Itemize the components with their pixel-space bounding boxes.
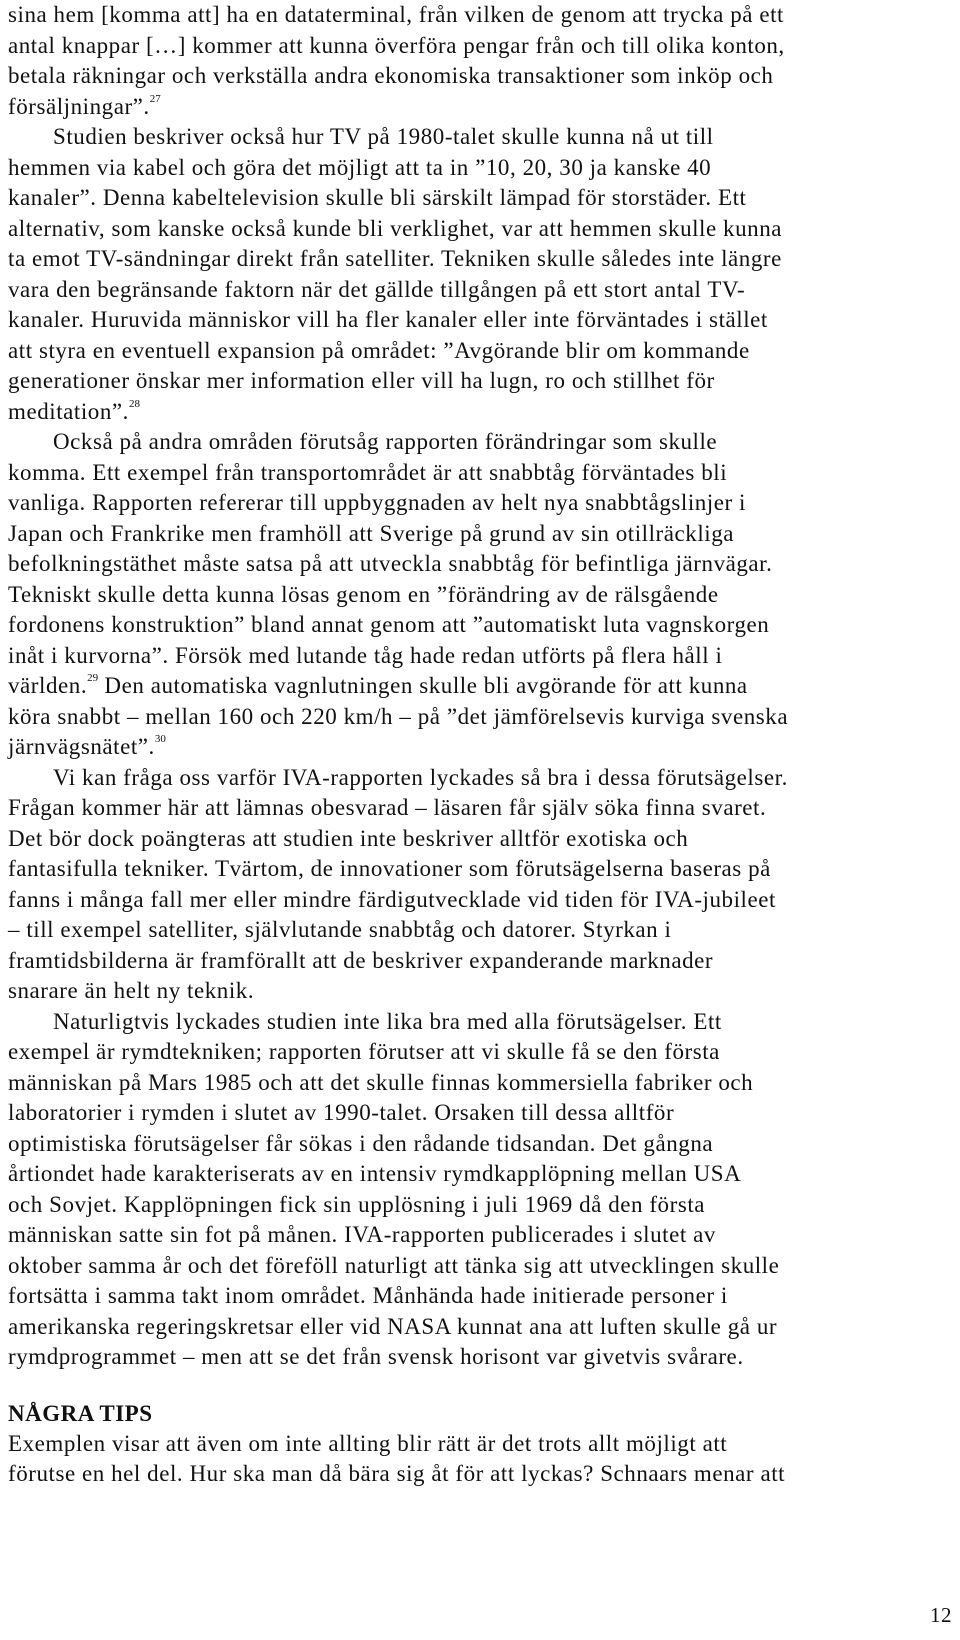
- text-line: kanaler. Huruvida människor vill ha fler kanaler eller inte förväntades i stället: [8, 307, 768, 332]
- text-line: alternativ, som kanske också kunde bli verklighet, var att hemmen skulle kunna: [8, 215, 783, 241]
- text-line: försäljningar”.$^{27}$: [8, 92, 161, 119]
- text-line: Exemplen visar att även om inte allting blir rätt är det trots allt möjligt att: [8, 1430, 728, 1456]
- text-line: Frågan kommer här att lämnas obesvarad – läsaren får själv söka finna svaret.: [8, 795, 767, 820]
- body-text: [8, 0, 953, 1373]
- text-line: fordonens konstruktion” bland annat genom att ”automatiskt luta vagnskorgen: [8, 612, 770, 637]
- document-page: [8, 0, 953, 1490]
- text-line: Naturligtvis lyckades studien inte lika bra med alla förutsägelser. Ett: [53, 1008, 722, 1034]
- text-line: fantasifulla tekniker. Tvärtom, de innovationer som förutsägelserna baseras på: [8, 856, 771, 881]
- text-line: optimistiska förutsägelser får sökas i den rådande tidsandan. Det gångna: [8, 1130, 714, 1156]
- text-line: vanliga. Rapporten refererar till uppbyggnaden av helt nya snabbtågslinjer i: [8, 490, 746, 515]
- paragraph: [8, 122, 953, 427]
- text-line: människan satte sin fot på månen. IVA-rapporten publicerades i slutet av: [8, 1222, 716, 1247]
- text-line: snarare än helt ny teknik.: [8, 978, 255, 1003]
- paragraph: [8, 1007, 953, 1373]
- text-line: Studien beskriver också hur TV på 1980-talet skulle kunna nå ut till: [53, 124, 714, 149]
- text-line: laboratorier i rymden i slutet av 1990-talet. Orsaken till dessa alltför: [8, 1100, 675, 1125]
- paragraph: [8, 1429, 953, 1490]
- page-number: 12: [930, 1603, 952, 1627]
- paragraph: [8, 763, 953, 1007]
- text-line: fortsätta i samma takt inom området. Månhända hade initierade personer i: [8, 1283, 728, 1308]
- text-line: förutse en hel del. Hur ska man då bära sig åt för att lyckas? Schnaars menar att: [8, 1461, 786, 1486]
- text-line: att styra en eventuell expansion på området: ”Avgörande blir om kommande: [8, 337, 750, 363]
- text-line: hemmen via kabel och göra det möjligt att ta in ”10, 20, 30 ja kanske 40: [8, 154, 712, 180]
- text-line: Också på andra områden förutsåg rapporten förändringar som skulle: [53, 429, 718, 454]
- text-line: oktober samma år och det föreföll naturligt att tänka sig att utvecklingen skulle: [8, 1252, 780, 1278]
- text-line: och Sovjet. Kapplöpningen fick sin upplösning i juli 1969 då den första: [8, 1191, 706, 1217]
- text-line: människan på Mars 1985 och att det skulle finnas kommersiella fabriker och: [8, 1069, 754, 1095]
- text-line: meditation”.$^{28}$: [8, 397, 140, 424]
- text-line: amerikanska regeringskretsar eller vid NASA kunnat ana att luften skulle gå ur: [8, 1313, 778, 1339]
- text-line: betala räkningar och verkställa andra ekonomiska transaktioner som inköp och: [8, 63, 774, 88]
- text-line: antal knappar […] kommer att kunna överföra pengar från och till olika konton,: [8, 32, 785, 58]
- text-line: – till exempel satelliter, självlutande snabbtåg och datorer. Styrkan i: [8, 917, 672, 942]
- text-line: framtidsbilderna är framförallt att de beskriver expanderande marknader: [8, 947, 714, 973]
- footnote-reference: 29: [87, 672, 99, 685]
- text-line: Vi kan fråga oss varför IVA-rapporten lyckades så bra i dessa förutsägelser.: [53, 764, 788, 790]
- paragraph: [8, 427, 953, 763]
- text-line: komma. Ett exempel från transportområdet är att snabbtåg förväntades bli: [8, 459, 728, 485]
- text-line: Det bör dock poängteras att studien inte beskriver alltför exotiska och: [8, 825, 689, 851]
- footnote-reference: 27: [149, 92, 161, 105]
- final-paragraph: [8, 1429, 953, 1490]
- text-line: årtiondet hade karakteriserats av en intensiv rymdkapplöpning mellan USA: [8, 1161, 742, 1186]
- text-line: exempel är rymdtekniken; rapporten förutser att vi skulle få se den första: [8, 1039, 720, 1064]
- text-line: ta emot TV-sändningar direkt från satelliter. Tekniken skulle således inte längre: [8, 246, 782, 271]
- text-line: befolkningstäthet måste satsa på att utveckla snabbtåg för befintliga järnvägar.: [8, 551, 773, 576]
- text-line: fanns i många fall mer eller mindre färdigutvecklade vid tiden för IVA-jubileet: [8, 886, 776, 912]
- footnote-reference: 28: [128, 397, 140, 410]
- paragraph: [8, 0, 953, 122]
- text-line: vara den begränsande faktorn när det gällde tillgången på ett stort antal TV-: [8, 276, 746, 302]
- section-heading: NÅGRA TIPS: [8, 1400, 153, 1426]
- text-line: inåt i kurvorna”. Försök med lutande tåg hade redan utförts på flera håll i: [8, 642, 723, 668]
- text-line: Japan och Frankrike men framhöll att Sverige på grund av sin otillräckliga: [8, 520, 735, 546]
- text-line: köra snabbt – mellan 160 och 220 km/h – på ”det jämförelsevis kurviga svenska: [8, 703, 789, 729]
- text-line: rymdprogrammet – men att se det från svensk horisont var givetvis svårare.: [8, 1344, 744, 1369]
- text-line: järnvägsnätet”.$^{30}$: [8, 733, 166, 759]
- footnote-reference: 30: [154, 733, 166, 746]
- text-line: kanaler”. Denna kabeltelevision skulle bli särskilt lämpad för storstäder. Ett: [8, 185, 747, 210]
- text-line: generationer önskar mer information eller vill ha lugn, ro och stillhet för: [8, 368, 715, 393]
- text-line: Tekniskt skulle detta kunna lösas genom en ”förändring av de rälsgående: [8, 581, 719, 607]
- text-line: sina hem [komma att] ha en dataterminal, från vilken de genom att trycka på ett: [8, 2, 784, 27]
- text-line: världen.$^{29}$ Den automatiska vagnlutningen skulle bli avgörande för att kunna: [8, 672, 748, 698]
